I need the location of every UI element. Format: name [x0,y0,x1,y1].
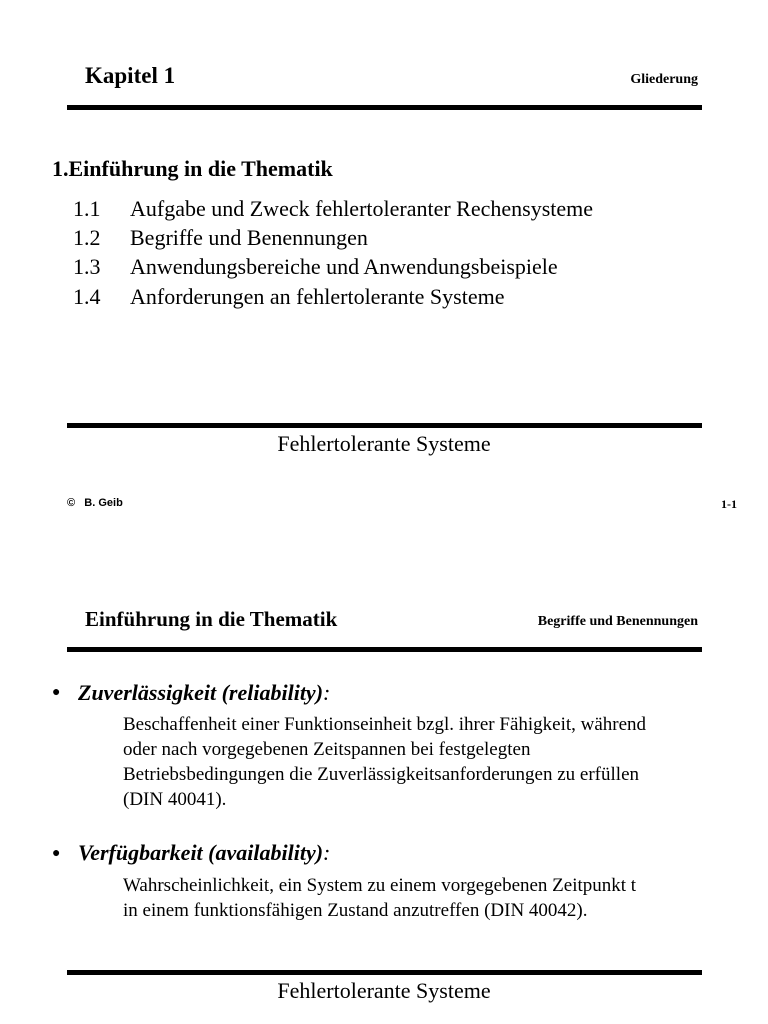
term-name: Zuverlässigkeit (reliability) [78,680,324,705]
definition-line: Betriebsbedingungen die Zuverlässigkeitsanforderungen zu erfüllen [123,764,639,785]
slide1-footer-title: Fehlertolerante Systeme [277,431,491,456]
slide2-footer-rule [67,970,702,975]
term-name: Verfügbarkeit (availability) [78,840,324,865]
toc-item-text: Anforderungen an fehlertolerante Systeme [130,284,505,309]
toc-item [73,196,593,222]
definition-line: Beschaffenheit einer Funktionseinheit bzgl. ihrer Fähigkeit, während [123,714,647,735]
slide1-section-label: Gliederung [630,72,698,87]
toc-item [73,225,368,251]
slide1-footer-rule [67,423,702,428]
term-colon: : [323,680,331,705]
term-definition [123,712,646,812]
definition-line: (DIN 40041). [123,789,227,810]
toc-item-number: 1.4 [73,284,101,309]
toc-item-text: Aufgabe und Zweck fehlertoleranter Rechensysteme [130,196,594,221]
slide2-footer-title: Fehlertolerante Systeme [277,978,491,1003]
toc-item-number: 1.1 [73,196,101,221]
bullet-icon: ● [52,846,61,861]
slide1-header-rule [67,105,702,110]
definition-line: oder nach vorgegebenen Zeitspannen bei festgelegten [123,739,531,760]
definition-line: in einem funktionsfähigen Zustand anzutreffen (DIN 40042). [123,900,588,921]
term-heading [78,840,330,866]
toc-item [73,254,558,280]
page-number: 1-1 [721,497,737,511]
copyright-line [67,497,123,509]
toc-item-number: 1.2 [73,225,101,250]
toc-item-text: Begriffe und Benennungen [130,225,368,250]
term-colon: : [323,840,331,865]
toc-item [73,284,504,310]
bullet-icon: ● [52,685,61,700]
term-definition [123,873,636,923]
slide2-chapter-title: Einführung in die Thematik [85,607,338,631]
toc-item-text: Anwendungsbereiche und Anwendungsbeispiele [130,254,558,279]
author-name: B. Geib [84,497,123,509]
slide2-header-rule [67,647,702,652]
slide1-heading: 1.Einführung in die Thematik [52,156,333,181]
term-heading [78,680,330,706]
toc-item-number: 1.3 [73,254,101,279]
definition-line: Wahrscheinlichkeit, ein System zu einem vorgegebenen Zeitpunkt t [123,875,637,896]
slide1-chapter-title: Kapitel 1 [85,63,176,88]
slide2-section-label: Begriffe und Benennungen [537,614,698,629]
copyright-icon: © [67,497,76,509]
